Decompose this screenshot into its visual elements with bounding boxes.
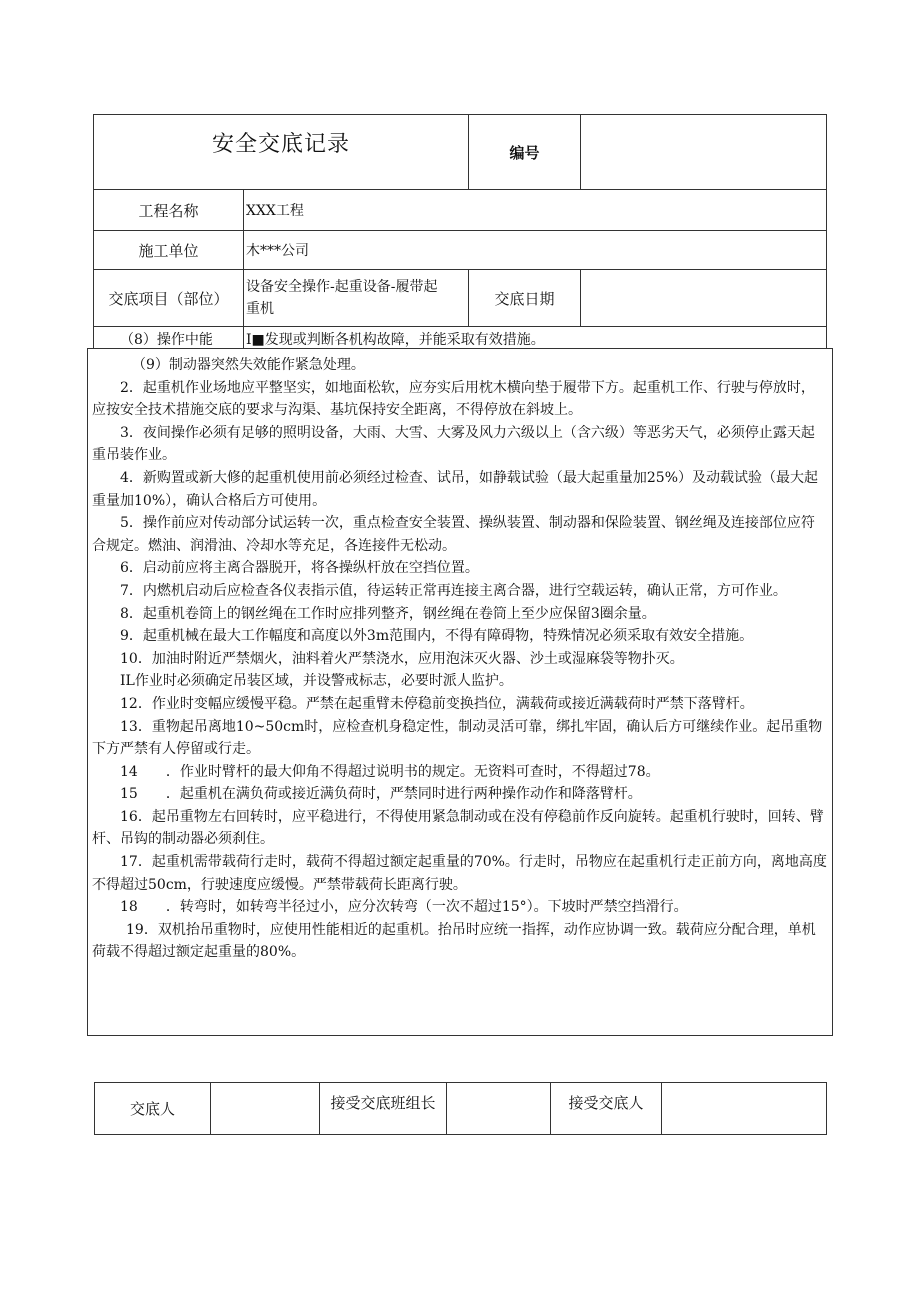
item-label: 交底项目（部位）	[108, 289, 229, 308]
paragraph: 9．起重机械在最大工作幅度和高度以外3m范围内，不得有障碍物，特殊情况必须采取有效安全措施。	[120, 628, 754, 645]
page-title: 安全交底记录	[211, 131, 350, 157]
contractor-label: 施工单位	[138, 241, 199, 260]
paragraph: 6．启动前应将主离合器脱开，将各操纵杆放在空挡位置。	[120, 560, 479, 577]
discloser-label-cell	[94, 1082, 211, 1135]
team-leader-label: 接受交底班组长	[330, 1094, 436, 1112]
paragraph: （9）制动器突然失效能作紧急处理。	[132, 357, 365, 373]
item-value-cell	[243, 269, 469, 327]
paragraph: 3．夜间操作必须有足够的照明设备，大雨、大雪、大雾及风力六级以上（含六级）等恶劣天气，必须停止露天起重吊装作业。	[92, 424, 815, 464]
project-name-value-cell	[243, 189, 827, 231]
receiver-label-cell	[550, 1082, 662, 1135]
paragraph: 8．起重机卷筒上的钢丝绳在工作时应排列整齐，钢丝绳在卷筒上至少应保留3圈余量。	[120, 605, 656, 622]
item-value-line2: 重机	[246, 301, 274, 317]
paragraph: 19．双机抬吊重物时，应使用性能相近的起重机。抬吊时应统一指挥，动作应协调一致。载荷应分配合理，单机荷载不得超过额定起重量的80%。	[92, 921, 816, 961]
date-label: 交底日期	[494, 289, 555, 308]
paragraph: 7．内燃机启动后应检查各仪表指示值，待运转正常再连接主离合器，进行空载运转，确认正常，方可作业。	[120, 582, 787, 599]
paragraph: 2．起重机作业场地应平整坚实，如地面松软，应夯实后用枕木横向垫于履带下方。起重机工作、行驶与停放时，应按安全技术措施交底的要求与沟渠、基坑保持安全距离，不得停放在斜坡上。	[92, 379, 815, 419]
title-cell	[93, 114, 469, 190]
paragraph: 5．操作前应对传动部分试运转一次，重点检查安全装置、操纵装置、制动器和保险装置、钢丝绳及连接部位应符合规定。燃油、润滑油、冷却水等充足，各连接件无松动。	[92, 515, 815, 554]
paragraph: 14 ．作业时臂杆的最大仰角不得超过说明书的规定。无资料可查时，不得超过78。	[120, 763, 660, 780]
project-name-label: 工程名称	[138, 201, 199, 220]
paragraph: 13．重物起吊离地10~50cm时，应检查机身稳定性，制动灵活可靠，绑扎牢固，确认后方可继续作业。起吊重物下方严禁有人停留或行走。	[92, 718, 823, 758]
paragraph: 15 ．起重机在满负荷或接近满负荷时，严禁同时进行两种操作动作和降落臂杆。	[120, 786, 642, 803]
team-leader-label-cell	[319, 1082, 447, 1135]
disclosure-content	[87, 348, 833, 1036]
receiver-value-cell[interactable]	[661, 1082, 827, 1135]
item-value-line1: 设备安全操作-起重设备-履带起	[246, 279, 438, 295]
number-value-cell[interactable]	[580, 114, 827, 190]
date-label-cell	[468, 269, 581, 327]
receiver-label: 接受交底人	[568, 1094, 644, 1112]
partial-row-right-text: I■发现或判断各机构故障，并能采取有效措施。	[246, 332, 545, 348]
contractor-label-cell	[93, 230, 244, 270]
contractor-value: 木***公司	[246, 243, 309, 259]
number-label: 编号	[509, 143, 540, 162]
discloser-value-cell[interactable]	[210, 1082, 320, 1135]
paragraph: 16．起吊重物左右回转时，应平稳进行，不得使用紧急制动或在没有停稳前作反向旋转。起重机行驶时，回转、臂杆、吊钩的制动器必须刹住。	[92, 808, 824, 848]
partial-row-left-text: （8）操作中能	[120, 332, 213, 348]
number-label-cell	[468, 114, 581, 190]
team-leader-value-cell[interactable]	[446, 1082, 551, 1135]
paragraph: IL作业时必须确定吊装区域，并设警戒标志，必要时派人监护。	[120, 673, 513, 690]
contractor-value-cell	[243, 230, 827, 270]
paragraph: 18 ．转弯时，如转弯半径过小，应分次转弯（一次不超过15°）。下坡时严禁空挡滑行。	[120, 899, 688, 916]
discloser-label: 交底人	[129, 1100, 175, 1118]
paragraph: 10．加油时附近严禁烟火，油料着火严禁浇水，应用泡沫灭火器、沙土或湿麻袋等物扑灭。	[120, 650, 684, 667]
item-label-cell	[93, 269, 244, 327]
paragraph: 4．新购置或新大修的起重机使用前必须经过检查、试吊，如静载试验（最大起重量加25%）及动载试验（最大起重量加10%），确认合格后方可使用。	[92, 469, 819, 509]
project-name-value: XXX工程	[246, 203, 304, 219]
project-name-label-cell	[93, 189, 244, 231]
date-value-cell[interactable]	[580, 269, 827, 327]
paragraph: 17．起重机需带载荷行走时，载荷不得超过额定起重量的70%。行走时，吊物应在起重机行走正前方向，离地高度不得超过50cm，行驶速度应缓慢。严禁带载荷长距离行驶。	[92, 854, 827, 893]
paragraph: 12．作业时变幅应缓慢平稳。严禁在起重臂未停稳前变换挡位，满载荷或接近满载荷时严禁下落臂杆。	[120, 695, 754, 712]
